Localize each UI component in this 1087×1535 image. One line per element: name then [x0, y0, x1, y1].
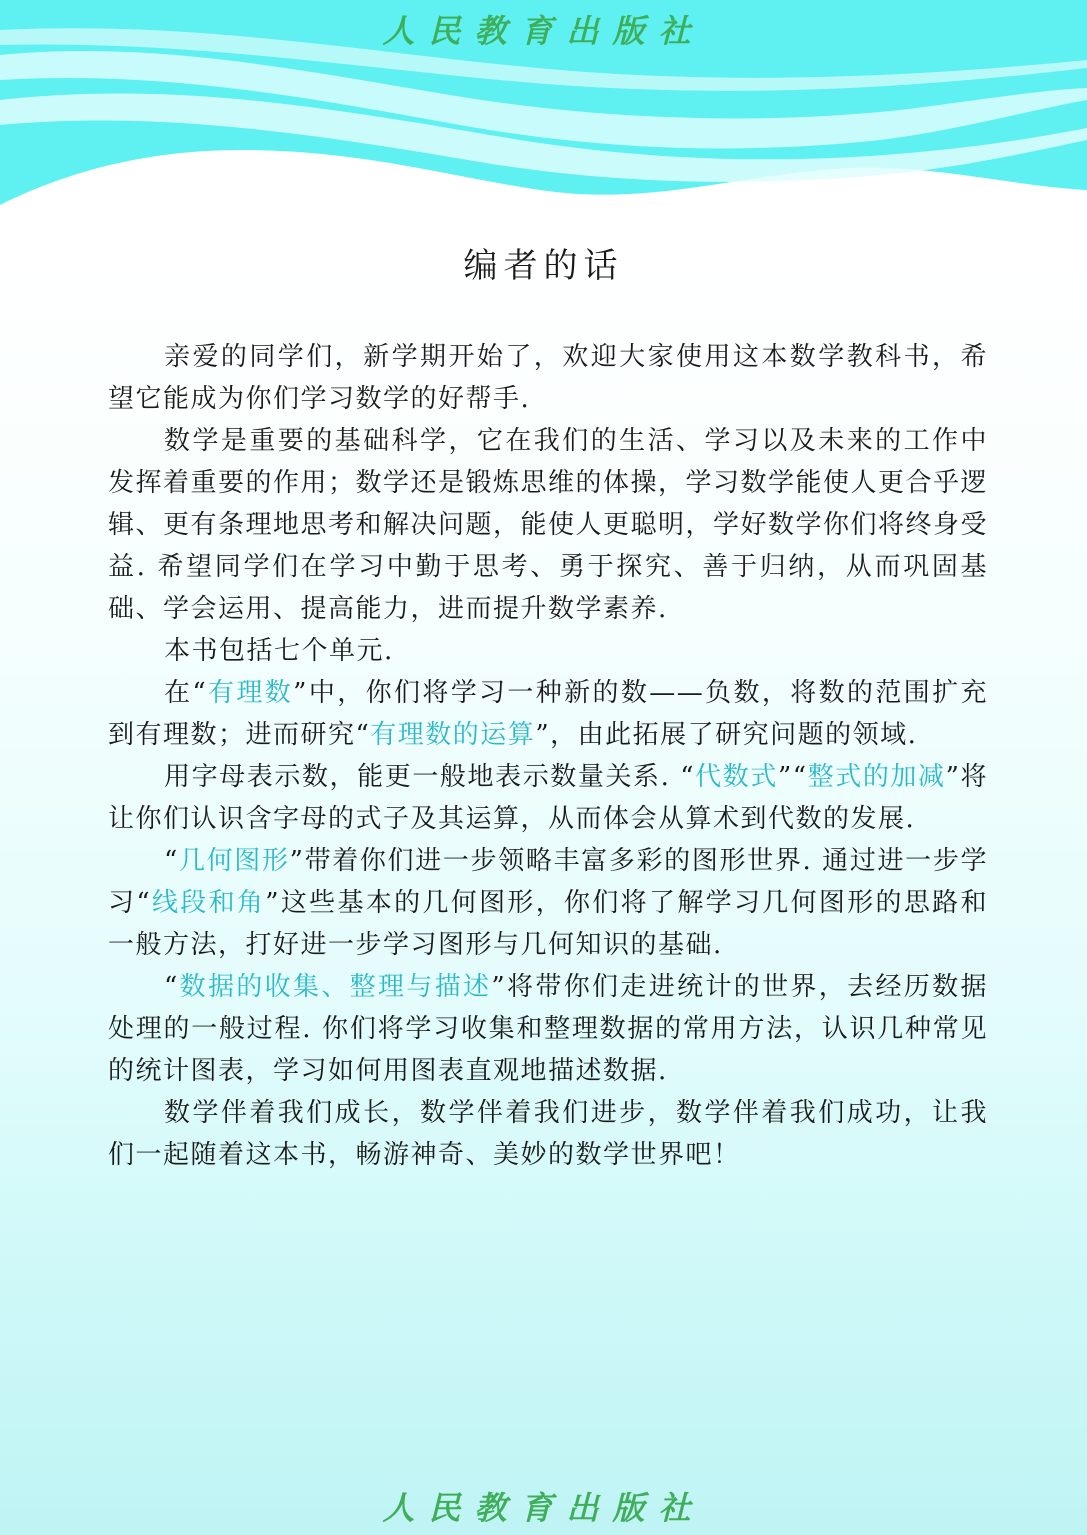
highlighted-term: 整式的加减: [807, 762, 946, 792]
text-run: 本书包括七个单元.: [164, 636, 394, 666]
highlighted-term: 数据的收集、整理与描述: [178, 972, 492, 1002]
text-run: ”这些基本的几何图形，你们将了解学习几何图形的思路和一般方法，打好进一步学习图形与几何知识的基础.: [108, 888, 989, 960]
preface-body: [108, 336, 988, 1176]
text-run: 用字母表示数，能更一般地表示数量关系. “: [164, 762, 696, 792]
text-run: “: [164, 846, 179, 876]
paragraph: [108, 672, 988, 756]
paragraph: [108, 966, 988, 1092]
text-run: 数学是重要的基础科学，它在我们的生活、学习以及未来的工作中发挥着重要的作用；数学还是锻炼思维的体操，学习数学能使人更合乎逻辑、更有条理地思考和解决问题，能使人更聪明，学好数学你们将终身受益. 希望同学们在学习中勤于思考、勇于探究、善于归纳，从而巩固基础、学会运用、提高能力，进而提升数学素养.: [108, 426, 989, 624]
publisher-logo-top: 人民教育出版社: [382, 12, 705, 50]
paragraph: [108, 420, 988, 630]
highlighted-term: 几何图形: [178, 846, 290, 876]
text-run: 数学伴着我们成长，数学伴着我们进步，数学伴着我们成功，让我们一起随着这本书，畅游神奇、美妙的数学世界吧！: [108, 1098, 988, 1170]
paragraph: [108, 336, 988, 420]
text-run: ”将让你们认识含字母的式子及其运算，从而体会从算术到代数的发展.: [108, 762, 988, 834]
text-run: ”“: [777, 762, 808, 792]
text-run: 亲爱的同学们，新学期开始了，欢迎大家使用这本数学教科书，希望它能成为你们学习数学的好帮手.: [108, 342, 988, 414]
paragraph: [108, 630, 988, 672]
paragraph: [108, 756, 988, 840]
highlighted-term: 有理数: [207, 678, 294, 708]
publisher-logo-bottom: 人民教育出版社: [382, 1489, 705, 1527]
text-run: 在“: [164, 678, 208, 708]
paragraph: [108, 840, 988, 966]
paragraph: [108, 1092, 988, 1176]
text-run: ”将带你们走进统计的世界，去经历数据处理的一般过程. 你们将学习收集和整理数据的常用方法，认识几种常见的统计图表，学习如何用图表直观地描述数据.: [108, 972, 988, 1086]
highlighted-term: 有理数的运算: [370, 720, 536, 750]
text-run: ”，由此拓展了研究问题的领域.: [535, 720, 918, 750]
text-run: ”带着你们进一步领略丰富多彩的图形世界. 通过进一步学习“: [108, 846, 988, 918]
text-run: ”中，你们将学习一种新的数——负数，将数的范围扩充到有理数；进而研究“: [108, 678, 988, 750]
highlighted-term: 代数式: [695, 762, 778, 792]
page-title: 编者的话: [463, 246, 624, 286]
text-run: “: [164, 972, 179, 1002]
highlighted-term: 线段和角: [151, 888, 266, 918]
